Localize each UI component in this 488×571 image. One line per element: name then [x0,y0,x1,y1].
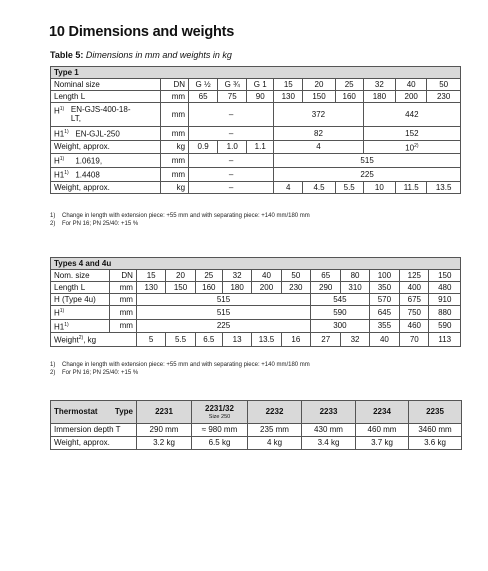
material-label: 1.4408 [75,170,100,180]
cell: 590 [311,306,370,320]
cell: 65 [189,91,218,103]
cell: 6.5 [195,333,222,347]
cell: 160 [195,282,222,294]
header-cell: 2234 [356,401,409,424]
cell: 5 [136,333,165,347]
cell: 460 [400,319,429,333]
cell: 515 [274,154,461,168]
table-row [51,103,461,127]
cell: ≈ 980 mm [192,424,248,437]
row-label [51,333,137,347]
cell: 3.6 kg [409,437,462,450]
cell: 180 [363,91,395,103]
cell: 15 [274,79,303,91]
cell: 400 [400,282,429,294]
footnote-mark: 1) [59,308,65,314]
cell: 100 [369,270,399,282]
caption-text: Dimensions in mm and weights in kg [85,50,232,60]
cell: 225 [274,167,461,181]
row-label: Immersion depth T [51,424,137,437]
table-title: Types 4 and 4u [51,258,461,270]
cell: 40 [369,333,399,347]
header-cell [51,401,137,424]
cell: 545 [311,294,370,306]
cell: 310 [341,282,369,294]
row-label: H (Type 4u) [51,294,110,306]
footnote [50,361,310,377]
cell: 16 [281,333,310,347]
cell: 235 mm [248,424,302,437]
cell: – [189,154,274,168]
row-label: Weight, approx. [51,181,161,193]
cell: 113 [429,333,461,347]
cell: – [189,103,274,127]
header-type: 2231/32 [205,403,234,413]
cell: 1.0 [218,140,247,154]
table-types-4-4u [50,257,461,347]
row-unit: mm [161,103,189,127]
footnote-mark: 1) [64,129,69,135]
cell: 80 [341,270,369,282]
cell-value: 10 [405,143,415,153]
row-unit: mm [161,154,189,168]
cell: 1.1 [247,140,274,154]
cell: 3.2 kg [137,437,192,450]
cell: 4 [274,181,303,193]
footnote-text: For PN 16; PN 25/40: +15 % [62,370,139,376]
cell [363,140,460,154]
cell: 32 [341,333,369,347]
material-label: EN-GJS-400-18-LT, [70,105,131,123]
cell: 350 [369,282,399,294]
cell: 3.4 kg [302,437,356,450]
cell: 180 [222,282,251,294]
caption-label: Table 5: [50,50,84,60]
cell: 570 [369,294,399,306]
table-title-row [51,258,461,270]
footnote-mark: 2) [50,370,56,376]
cell: 442 [363,103,460,127]
cell: 5.5 [335,181,363,193]
table-row [51,424,462,437]
header-cell [192,401,248,424]
row-label: Weight, approx. [51,437,137,450]
cell: 290 mm [137,424,192,437]
section-heading: 10 Dimensions and weights [49,24,235,40]
cell: 130 [136,282,165,294]
cell: 675 [400,294,429,306]
row-label [51,167,161,181]
label-h1: H1 [54,170,65,180]
cell: 750 [400,306,429,320]
cell: 4.5 [303,181,335,193]
cell: 0.9 [189,140,218,154]
material-label: EN-GJL-250 [75,129,120,139]
footnote-mark: 1) [64,169,69,176]
row-unit: mm [109,319,136,333]
cell: 645 [369,306,399,320]
footnote-mark: 1) [50,362,56,368]
row-label [51,127,161,141]
cell: 10 [363,181,395,193]
table-row [51,333,461,347]
row-unit: mm [161,91,189,103]
footnote-mark: 1) [64,321,69,328]
cell: 130 [274,91,303,103]
cell: 200 [396,91,427,103]
row-unit: mm [161,167,189,181]
cell: 11.5 [396,181,427,193]
table-caption [50,50,232,60]
cell: 3.7 kg [356,437,409,450]
label-h: H [54,308,60,318]
cell: 50 [427,79,461,91]
cell: 480 [429,282,461,294]
footnote-text: Change in length with extension piece: +55 mm and with separating piece: +140 mm/180 mm [62,213,310,219]
table-row [51,127,461,141]
header-type-label: Type [114,407,133,416]
cell: 230 [281,282,310,294]
table-row [51,294,461,306]
table-row [51,91,461,103]
header-subtext: Size 250 [208,413,231,420]
cell: 20 [303,79,335,91]
cell: 50 [281,270,310,282]
row-unit: DN [109,270,136,282]
row-unit: mm [109,306,136,320]
cell: 125 [400,270,429,282]
cell: 65 [311,270,341,282]
table-row [51,154,461,168]
cell: 150 [166,282,195,294]
cell: G 1 [247,79,274,91]
cell: – [189,167,274,181]
footnote [50,212,310,228]
cell: 6.5 kg [192,437,248,450]
table-row [51,319,461,333]
row-label [51,103,161,127]
row-label: Nom. size [51,270,110,282]
cell: 82 [274,127,363,141]
row-unit: mm [109,282,136,294]
cell: 4 [274,140,363,154]
table-row [51,181,461,193]
label-h1: H1 [54,322,65,332]
cell: 3460 mm [409,424,462,437]
row-unit: mm [109,294,136,306]
cell: 150 [429,270,461,282]
row-label: Length L [51,91,161,103]
table-row [51,167,461,181]
cell: 4 kg [248,437,302,450]
table-type-1 [50,66,461,194]
row-label [51,306,110,320]
header-cell: 2235 [409,401,462,424]
cell: 70 [400,333,429,347]
table-title-row [51,67,461,79]
row-label [51,154,161,168]
row-unit: kg [161,140,189,154]
cell: 230 [427,91,461,103]
table-row [51,437,462,450]
footnote-text: For PN 16; PN 25/40: +15 % [62,221,139,227]
table-row [51,270,461,282]
table-row [51,282,461,294]
table-row [51,79,461,91]
cell: 880 [429,306,461,320]
header-cell: 2232 [248,401,302,424]
cell: 32 [222,270,251,282]
cell: 225 [136,319,310,333]
cell: 13.5 [252,333,281,347]
table-title: Type 1 [51,67,461,79]
cell: 590 [429,319,461,333]
cell: 25 [335,79,363,91]
row-unit: kg [161,181,189,193]
cell: 355 [369,319,399,333]
cell: 32 [363,79,395,91]
cell: 430 mm [302,424,356,437]
cell: 460 mm [356,424,409,437]
label-weight: Weight [54,335,79,345]
cell: 20 [166,270,195,282]
cell: 75 [218,91,247,103]
footnote-mark: 2) [50,221,56,227]
cell: 5.5 [166,333,195,347]
header-label: Thermostat [54,407,98,416]
cell: 150 [303,91,335,103]
row-unit: DN [161,79,189,91]
footnote-mark: 1) [59,106,65,112]
header-cell: 2233 [302,401,356,424]
label-unit: , kg [83,335,97,345]
cell: G ½ [189,79,218,91]
cell: 372 [274,103,363,127]
row-label [51,319,110,333]
row-label: Length L [51,282,110,294]
label-h1: H1 [54,129,65,139]
footnote-text: Change in length with extension piece: +55 mm and with separating piece: +140 mm/180 mm [62,362,310,368]
cell: 13 [222,333,251,347]
cell: 13.5 [427,181,461,193]
footnote-mark: 1) [59,156,65,163]
cell: 200 [252,282,281,294]
footnote-mark: 2) [78,335,84,342]
cell: 40 [396,79,427,91]
cell: 152 [363,127,460,141]
cell: 40 [252,270,281,282]
cell: 27 [311,333,341,347]
header-cell: 2231 [137,401,192,424]
table-thermostat [50,400,462,450]
table-row [51,306,461,320]
label-h: H [54,156,60,166]
cell: – [189,181,274,193]
footnote-mark: 2) [414,142,419,149]
footnote-mark: 1) [50,213,56,219]
cell: 910 [429,294,461,306]
table-row [51,140,461,154]
cell: – [189,127,274,141]
cell: 15 [136,270,165,282]
cell: 90 [247,91,274,103]
cell: 160 [335,91,363,103]
cell: 300 [311,319,370,333]
cell: 515 [136,306,310,320]
row-unit: mm [161,127,189,141]
cell: G ¾ [218,79,247,91]
row-label: Weight, approx. [51,140,161,154]
cell: 515 [136,294,310,306]
table-header-row [51,401,462,424]
material-label: 1.0619, [75,156,103,166]
cell: 290 [311,282,341,294]
row-label: Nominal size [51,79,161,91]
cell: 25 [195,270,222,282]
label-h: H [54,106,60,116]
